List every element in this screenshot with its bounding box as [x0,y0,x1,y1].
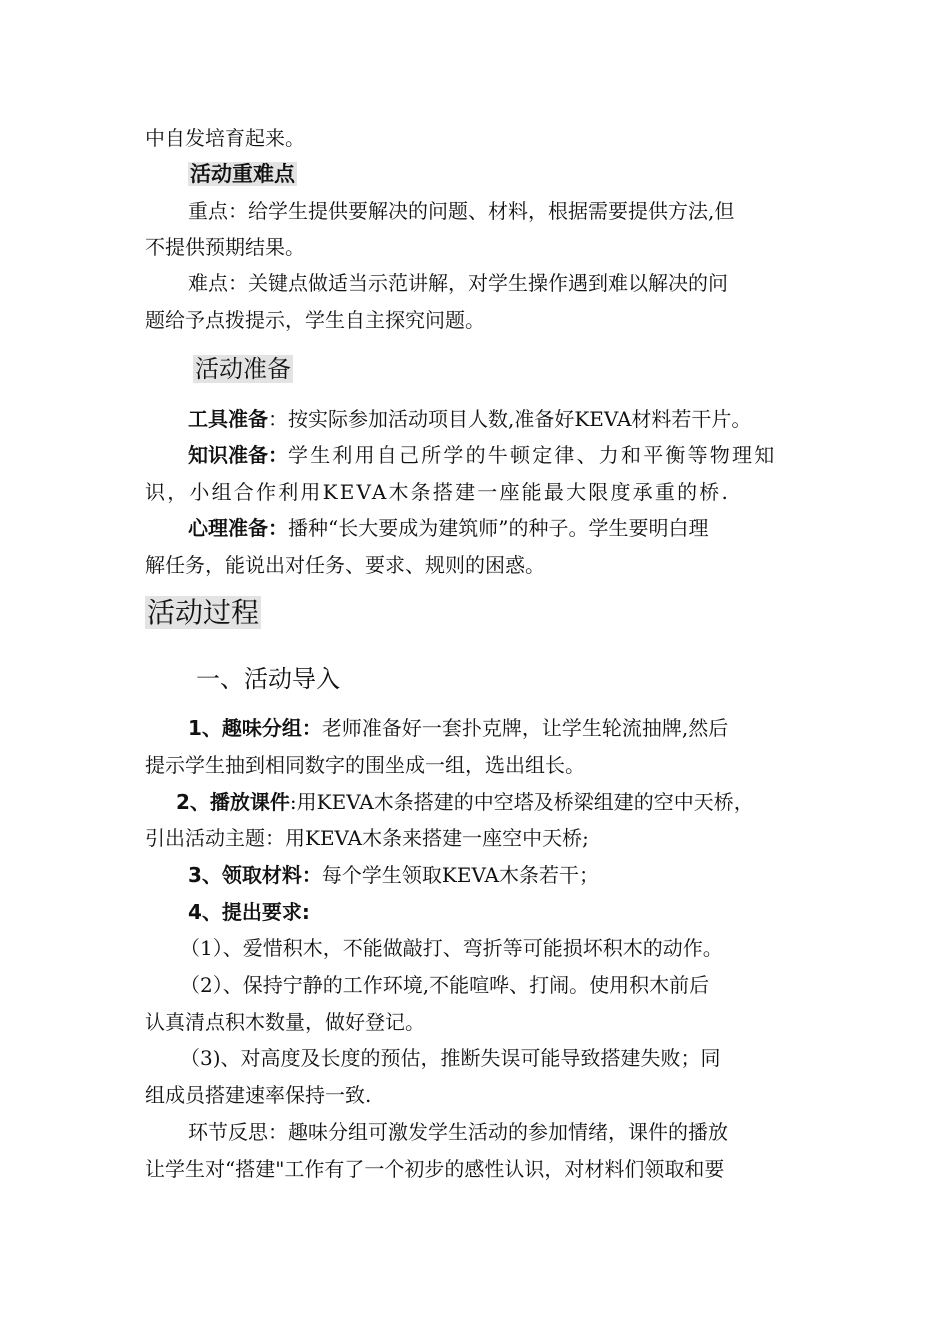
paragraph-line [145,306,485,334]
paragraph-line [145,478,730,506]
paragraph-line [180,934,723,962]
paragraph-line [145,233,305,261]
paragraph-line [176,788,754,816]
text: 难点：关键点做适当示范讲解，对学生操作遇到难以解决的问 [188,271,728,295]
text: 老师准备好一套扑克牌，让学生轮流抽牌,然后 [321,716,729,740]
text: 不提供预期结果。 [145,235,305,259]
text: 每个学生领取KEVA木条若干； [321,863,599,887]
label-text: 心理准备： [188,516,288,540]
text: 认真清点积木数量，做好登记。 [145,1010,425,1034]
paragraph-line [188,405,751,433]
paragraph-line [188,514,708,542]
subheading-difficulty [188,160,297,188]
label-text: 1、趣味分组： [188,716,322,740]
paragraph-line [188,269,728,297]
text: 学生利用自己所学的牛顿定律、力和平衡等物理知 [288,443,777,467]
text: 重点：给学生提供要解决的问题、材料，根据需要提供方法,但 [188,199,735,223]
text: 识，小组合作利用KEVA木条搭建一座能最大限度承重的桥. [145,480,731,504]
label-text: 2、播放课件 [176,790,290,814]
heading-text: 活动过程 [147,596,260,629]
paragraph-line [145,124,305,152]
paragraph-line [188,1118,728,1146]
text: 让学生对“搭建"工作有了一个初步的感性认识，对材料们领取和要 [145,1157,725,1181]
text: （3)、对高度及长度的预估，推断失误可能导致搭建失败；同 [180,1046,721,1070]
heading-text: 活动准备 [195,355,291,383]
paragraph-line [145,824,589,852]
paragraph-line [188,898,310,926]
paragraph-line [188,714,728,742]
text: ：按实际参加活动项目人数,准备好KEVA材料若干片。 [268,407,752,431]
section-heading-process [145,594,261,634]
subheading-preparation [193,353,293,386]
text: 提示学生抽到相同数字的围坐成一组，选出组长。 [145,753,585,777]
label-text: 工具准备 [188,407,268,431]
text: （1）、爱惜积木，不能做敲打、弯折等可能损坏积木的动作。 [180,936,723,960]
heading-text: 活动重难点 [190,162,295,186]
paragraph-line [188,441,776,469]
paragraph-line [180,1044,721,1072]
paragraph-line [145,1081,371,1109]
text: 组成员搭建速率保持一致. [145,1083,372,1107]
paragraph-line [180,971,709,999]
text: 引出活动主题：用KEVA木条来搭建一座空中天桥; [145,826,589,850]
paragraph-line [145,751,585,779]
paragraph-line [145,551,545,579]
label-text: 4、提出要求: [188,900,310,924]
subsection-heading-intro [196,663,340,695]
heading-text: 一、活动导入 [196,665,340,693]
paragraph-line [145,1155,724,1183]
text: （2）、保持宁静的工作环境,不能喧哗、打闹。使用积木前后 [180,973,710,997]
paragraph-line [188,861,599,889]
text: :用KEVA木条搭建的中空塔及桥梁组建的空中天桥， [289,790,754,814]
label-text: 知识准备： [188,443,288,467]
text: 环节反思：趣味分组可激发学生活动的参加情绪，课件的播放 [188,1120,728,1144]
label-text: 3、领取材料： [188,863,322,887]
text: 中自发培育起来。 [145,126,305,150]
text: 解任务，能说出对任务、要求、规则的困惑。 [145,553,545,577]
text: 题给予点拨提示，学生自主探究问题。 [145,308,485,332]
paragraph-line [145,1008,425,1036]
text: 播种“长大要成为建筑师”的种子。学生要明白理 [288,516,709,540]
paragraph-line [188,197,734,225]
